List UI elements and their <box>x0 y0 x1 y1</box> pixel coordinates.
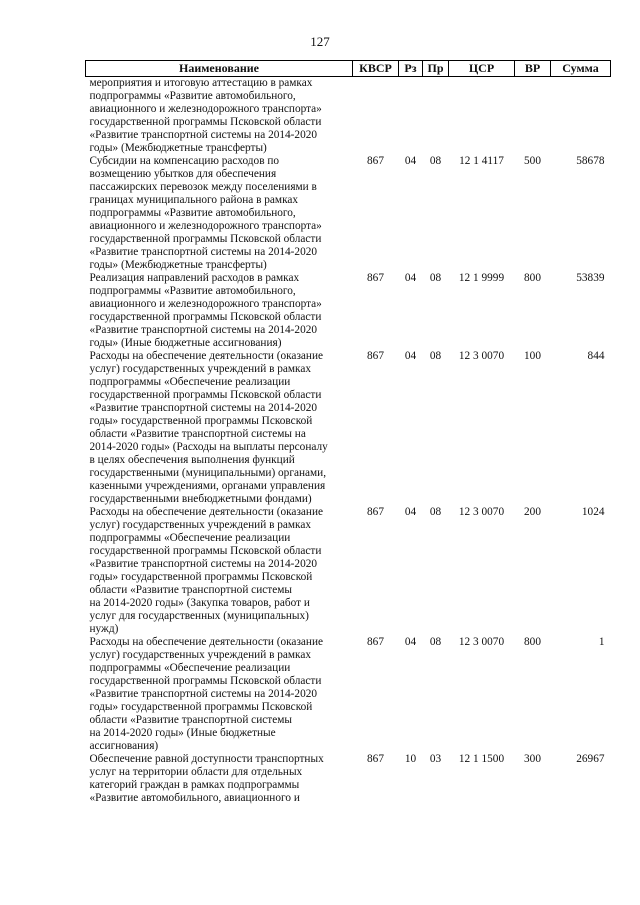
row-name-line: годы» (Межбюджетные трансферты) <box>89 142 267 154</box>
row-name-line: Обеспечение равной доступности транспортных <box>89 753 324 765</box>
table-row <box>86 350 611 506</box>
row-name-line: ассигнования) <box>89 740 159 752</box>
row-name-line: авиационного и железнодорожного транспорта» <box>89 298 322 310</box>
header-name: Наименование <box>86 61 353 77</box>
row-pr-cell: 03 <box>429 753 442 765</box>
row-pr-cell <box>423 77 449 156</box>
row-name-line: подпрограммы «Обеспечение реализации <box>89 532 291 544</box>
row-name-cell <box>86 155 353 272</box>
row-pr-cell: 08 <box>429 155 442 167</box>
row-kvsr-cell <box>353 77 399 156</box>
row-vr-cell: 300 <box>524 753 541 765</box>
table-header-row <box>86 61 611 77</box>
row-name-line: пассажирских перевозок между поселениями в <box>89 181 317 193</box>
row-name-line: 2014-2020 годы» (Расходы на выплаты персоналу <box>89 441 328 453</box>
budget-table-sheet <box>85 60 610 805</box>
row-kvsr-cell: 867 <box>367 636 384 648</box>
row-name-line: области «Развитие транспортной системы <box>89 714 292 726</box>
row-name-line: услуг) государственных учреждений в рамках <box>89 649 312 661</box>
table-row <box>86 155 611 272</box>
row-name-line: годы» государственной программы Псковской <box>89 415 313 427</box>
row-name-cell <box>86 272 353 350</box>
row-name-line: «Развитие транспортной системы на 2014-2020 <box>89 558 318 570</box>
row-name-line: государственными внебюджетными фондами) <box>89 493 312 505</box>
row-csr-cell: 12 1 9999 <box>458 272 505 284</box>
row-name-line: категорий граждан в рамках подпрограммы <box>89 779 300 791</box>
row-rz-cell: 04 <box>404 350 417 362</box>
row-name-line: в целях обеспечения выполнения функций <box>89 454 295 466</box>
row-name-line: «Развитие автомобильного, авиационного и <box>89 792 300 804</box>
page-number: 127 <box>310 34 330 49</box>
row-rz-cell: 10 <box>404 753 417 765</box>
row-name-line: годы» (Межбюджетные трансферты) <box>89 259 267 271</box>
row-name-cell <box>86 350 353 506</box>
row-name-line: годы» (Иные бюджетные ассигнования) <box>89 337 282 349</box>
row-name-line: Расходы на обеспечение деятельности (оказание <box>89 350 324 362</box>
row-name-line: возмещению убытков для обеспечения <box>89 168 277 180</box>
row-kvsr-cell: 867 <box>367 753 384 765</box>
row-name-cell <box>86 506 353 636</box>
row-name-line: государственной программы Псковской области <box>89 545 322 557</box>
row-name-line: подпрограммы «Развитие автомобильного, <box>89 90 296 102</box>
row-rz-cell: 04 <box>404 155 417 167</box>
row-pr-cell: 08 <box>429 350 442 362</box>
row-name-cell <box>86 636 353 753</box>
row-name-line: государственной программы Псковской области <box>89 116 322 128</box>
row-name-line: границах муниципального района в рамках <box>89 194 299 206</box>
row-sum-cell: 58678 <box>576 155 605 167</box>
row-pr-cell: 08 <box>429 636 442 648</box>
row-vr-cell <box>515 77 551 156</box>
header-rz: Рз <box>399 61 423 77</box>
row-name-line: области «Развитие транспортной системы на <box>89 428 306 440</box>
row-csr-cell <box>449 77 515 156</box>
row-name-line: мероприятия и итоговую аттестацию в рамках <box>89 77 313 89</box>
row-sum-cell: 1024 <box>581 506 605 518</box>
header-kvsr: КВСР <box>353 61 399 77</box>
row-csr-cell: 12 1 1500 <box>458 753 505 765</box>
table-body <box>86 77 611 806</box>
row-name-line: «Развитие транспортной системы на 2014-2020 <box>89 129 318 141</box>
row-name-line: Расходы на обеспечение деятельности (оказание <box>89 636 324 648</box>
row-kvsr-cell: 867 <box>367 272 384 284</box>
row-kvsr-cell: 867 <box>367 506 384 518</box>
table-row <box>86 753 611 805</box>
row-name-line: услуг на территории области для отдельных <box>89 766 303 778</box>
row-name-line: авиационного и железнодорожного транспорта» <box>89 220 322 232</box>
row-rz-cell <box>399 77 423 156</box>
header-sum: Сумма <box>551 61 611 77</box>
table-row <box>86 506 611 636</box>
row-pr-cell: 08 <box>429 506 442 518</box>
row-name-line: подпрограммы «Обеспечение реализации <box>89 376 291 388</box>
row-vr-cell: 200 <box>524 506 541 518</box>
row-rz-cell: 04 <box>404 272 417 284</box>
row-kvsr-cell: 867 <box>367 350 384 362</box>
budget-table <box>85 60 611 805</box>
row-vr-cell: 800 <box>524 636 541 648</box>
row-csr-cell: 12 3 0070 <box>458 636 505 648</box>
row-name-line: Расходы на обеспечение деятельности (оказание <box>89 506 324 518</box>
header-pr: Пр <box>423 61 449 77</box>
row-vr-cell: 500 <box>524 155 541 167</box>
row-name-line: Субсидии на компенсацию расходов по <box>89 155 280 167</box>
row-name-cell <box>86 753 353 805</box>
row-csr-cell: 12 3 0070 <box>458 350 505 362</box>
row-sum-cell <box>551 77 611 156</box>
row-name-line: государственной программы Псковской области <box>89 233 322 245</box>
row-kvsr-cell: 867 <box>367 155 384 167</box>
row-vr-cell: 800 <box>524 272 541 284</box>
row-csr-cell: 12 3 0070 <box>458 506 505 518</box>
header-csr: ЦСР <box>449 61 515 77</box>
row-name-line: «Развитие транспортной системы на 2014-2020 <box>89 246 318 258</box>
row-name-line: на 2014-2020 годы» (Закупка товаров, работ и <box>89 597 310 609</box>
row-csr-cell: 12 1 4117 <box>459 155 504 167</box>
row-name-line: услуг) государственных учреждений в рамках <box>89 519 312 531</box>
header-vr: ВР <box>515 61 551 77</box>
row-sum-cell: 1 <box>598 636 605 648</box>
row-sum-cell: 53839 <box>576 272 605 284</box>
table-row <box>86 272 611 350</box>
row-name-line: годы» государственной программы Псковской <box>89 571 313 583</box>
row-name-line: подпрограммы «Обеспечение реализации <box>89 662 291 674</box>
row-name-line: области «Развитие транспортной системы <box>89 584 292 596</box>
row-rz-cell: 04 <box>404 506 417 518</box>
row-name-line: услуг) государственных учреждений в рамках <box>89 363 312 375</box>
row-name-line: «Развитие транспортной системы на 2014-2020 <box>89 402 318 414</box>
row-name-line: государственной программы Псковской области <box>89 389 322 401</box>
row-rz-cell: 04 <box>404 636 417 648</box>
row-sum-cell: 844 <box>587 350 605 362</box>
row-name-line: услуг для государственных (муниципальных) <box>89 610 309 622</box>
row-pr-cell: 08 <box>429 272 442 284</box>
table-row <box>86 77 611 156</box>
row-name-line: подпрограммы «Развитие автомобильного, <box>89 285 296 297</box>
row-name-line: авиационного и железнодорожного транспорта» <box>89 103 322 115</box>
row-name-line: нужд) <box>89 623 119 635</box>
row-name-line: государственными (муниципальными) органами, <box>89 467 327 479</box>
row-name-line: на 2014-2020 годы» (Иные бюджетные <box>89 727 276 739</box>
row-name-line: подпрограммы «Развитие автомобильного, <box>89 207 296 219</box>
table-row <box>86 636 611 753</box>
row-name-line: «Развитие транспортной системы на 2014-2020 <box>89 324 318 336</box>
row-name-line: государственной программы Псковской области <box>89 675 322 687</box>
row-name-line: казенными учреждениями, органами управления <box>89 480 326 492</box>
row-name-line: государственной программы Псковской области <box>89 311 322 323</box>
row-name-line: годы» государственной программы Псковской <box>89 701 313 713</box>
row-name-line: «Развитие транспортной системы на 2014-2020 <box>89 688 318 700</box>
row-name-cell <box>86 77 353 156</box>
row-sum-cell: 26967 <box>576 753 605 765</box>
row-vr-cell: 100 <box>524 350 541 362</box>
row-name-line: Реализация направлений расходов в рамках <box>89 272 300 284</box>
